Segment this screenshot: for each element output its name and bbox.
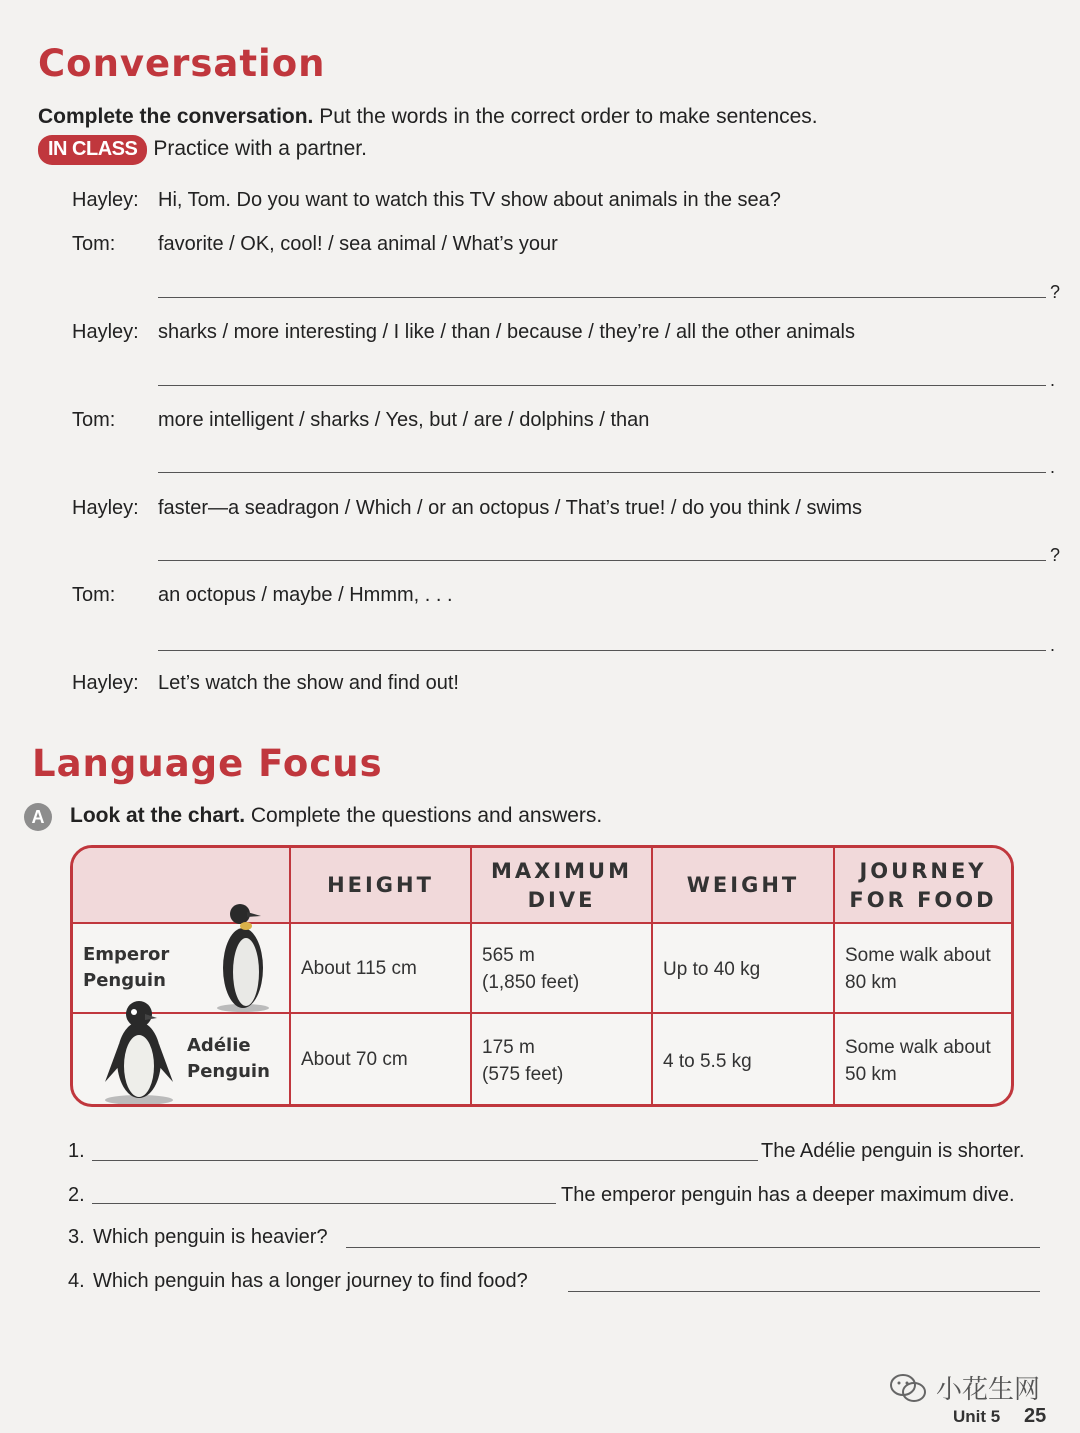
instruction-bold: Look at the chart. bbox=[70, 804, 246, 827]
instruction-bold: Complete the conversation. bbox=[38, 105, 314, 128]
cell-journey: Some walk about 50 km bbox=[845, 1037, 991, 1085]
penguin-name-emperor: Emperor Penguin bbox=[83, 944, 170, 991]
adelie-penguin-image bbox=[101, 994, 177, 1106]
speaker-label: Hayley: bbox=[72, 497, 139, 519]
answer-line[interactable] bbox=[158, 650, 1046, 651]
speaker-label: Tom: bbox=[72, 584, 116, 606]
answer-line[interactable] bbox=[158, 472, 1046, 473]
instruction-rest: Put the words in the correct order to make sentences. bbox=[313, 105, 818, 128]
penguin-name-adelie: Adélie Penguin bbox=[187, 1035, 270, 1082]
dialogue-prompt: faster—a seadragon / Which / or an octopus / That’s true! / do you think / swims bbox=[158, 497, 863, 519]
watermark-text: 小花生网 bbox=[936, 1375, 1041, 1405]
practice-text: Practice with a partner. bbox=[153, 137, 367, 160]
dialogue-prompt: more intelligent / sharks / Yes, but / are / dolphins / than bbox=[158, 409, 650, 431]
instruction-rest: Complete the questions and answers. bbox=[245, 804, 603, 827]
answer-line[interactable] bbox=[158, 560, 1046, 561]
header-height: HEIGHT bbox=[327, 873, 434, 897]
end-punctuation: ? bbox=[1050, 282, 1061, 302]
emperor-penguin-image bbox=[213, 900, 273, 1012]
question-number: 4. bbox=[68, 1270, 85, 1292]
cell-weight: 4 to 5.5 kg bbox=[663, 1051, 752, 1072]
cell-dive-m: 175 m bbox=[482, 1037, 535, 1058]
watermark bbox=[888, 1369, 1040, 1406]
penguin-chart bbox=[70, 845, 1014, 1107]
question-text: Which penguin is heavier? bbox=[93, 1226, 328, 1248]
answer-line[interactable] bbox=[158, 385, 1046, 386]
in-class-badge: IN CLASS bbox=[38, 135, 147, 165]
conversation-instruction bbox=[38, 105, 818, 129]
conversation-title: Conversation bbox=[38, 42, 326, 85]
question-answer-line[interactable] bbox=[346, 1247, 1040, 1248]
end-punctuation: . bbox=[1050, 457, 1056, 477]
dialogue-prompt: an octopus / maybe / Hmmm, . . . bbox=[158, 584, 453, 606]
cell-journey: Some walk about 80 km bbox=[845, 945, 991, 993]
answer-line[interactable] bbox=[158, 297, 1046, 298]
cell-dive-ft: (1,850 feet) bbox=[482, 972, 580, 993]
page-number: 25 bbox=[1024, 1405, 1047, 1427]
language-focus-instruction bbox=[70, 804, 602, 828]
dialogue-prompt: sharks / more interesting / I like / than / because / they’re / all the other animals bbox=[158, 321, 856, 343]
end-punctuation: . bbox=[1050, 635, 1056, 655]
cell-height: About 70 cm bbox=[301, 1049, 408, 1070]
question-answer-line[interactable] bbox=[92, 1160, 758, 1161]
question-text: Which penguin has a longer journey to find food? bbox=[93, 1270, 528, 1292]
header-maximum-dive: MAXIMUM DIVE bbox=[490, 858, 632, 912]
question-number: 3. bbox=[68, 1226, 85, 1248]
exercise-label: A bbox=[24, 803, 52, 831]
given-answer: The Adélie penguin is shorter. bbox=[761, 1140, 1025, 1162]
unit-label: Unit 5 bbox=[953, 1407, 1001, 1426]
speaker-label: Hayley: bbox=[72, 672, 139, 694]
end-punctuation: . bbox=[1050, 370, 1056, 390]
question-number: 2. bbox=[68, 1184, 85, 1206]
given-answer: The emperor penguin has a deeper maximum dive. bbox=[561, 1184, 1015, 1206]
dialogue-prompt: favorite / OK, cool! / sea animal / What’s your bbox=[158, 233, 558, 255]
question-answer-line[interactable] bbox=[568, 1291, 1040, 1292]
cell-weight: Up to 40 kg bbox=[663, 959, 761, 980]
speaker-label: Hayley: bbox=[72, 189, 139, 211]
speaker-label: Tom: bbox=[72, 409, 116, 431]
speaker-label: Hayley: bbox=[72, 321, 139, 343]
cell-dive-m: 565 m bbox=[482, 945, 535, 966]
language-focus-title: Language Focus bbox=[32, 742, 383, 785]
speaker-label: Tom: bbox=[72, 233, 116, 255]
cell-height: About 115 cm bbox=[301, 958, 417, 979]
practice-row bbox=[38, 135, 367, 165]
header-weight: WEIGHT bbox=[686, 873, 800, 897]
wechat-icon bbox=[888, 1372, 928, 1404]
question-number: 1. bbox=[68, 1140, 85, 1162]
cell-dive-ft: (575 feet) bbox=[482, 1064, 564, 1085]
end-punctuation: ? bbox=[1050, 545, 1061, 565]
dialogue-line: Let’s watch the show and find out! bbox=[158, 672, 459, 694]
header-journey-for-food: JOURNEY FOR FOOD bbox=[849, 858, 997, 912]
question-answer-line[interactable] bbox=[92, 1203, 556, 1204]
dialogue-line: Hi, Tom. Do you want to watch this TV show about animals in the sea? bbox=[158, 189, 781, 211]
